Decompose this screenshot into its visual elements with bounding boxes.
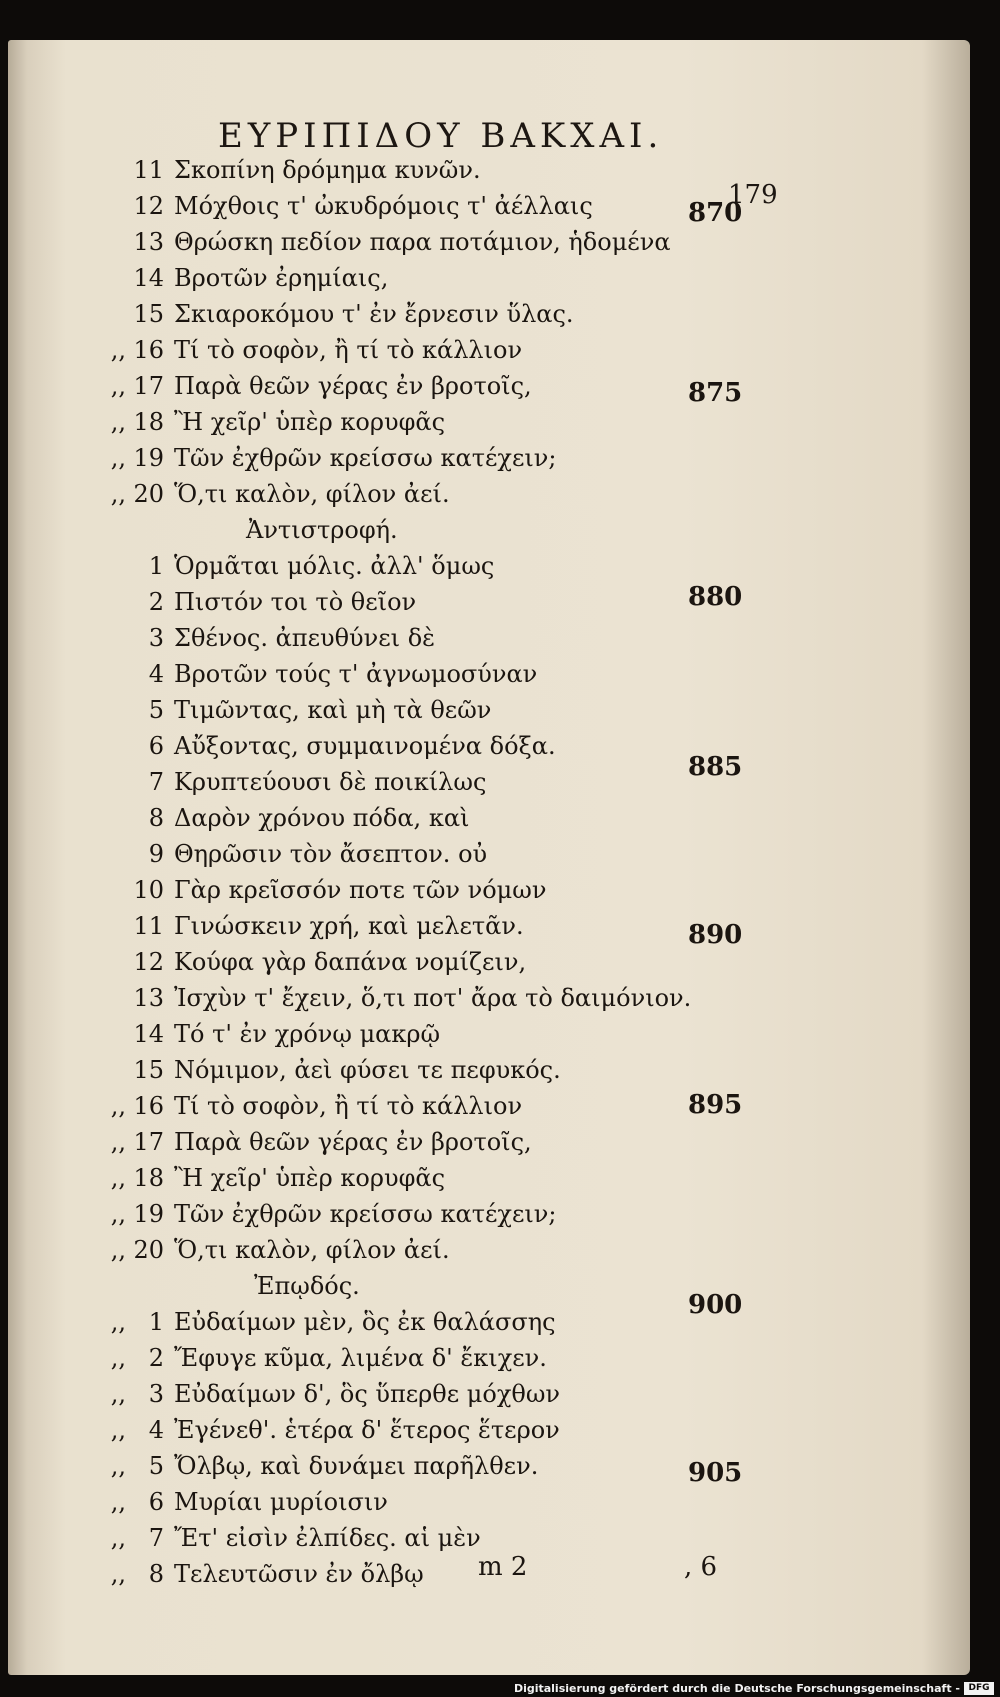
verse-line: 12 Κούφα γὰρ δαπάνα νομίζειν,	[133, 948, 527, 976]
margin-line-number: 870	[688, 198, 743, 228]
verse-line: ,, 5 Ὄλβῳ, καὶ δυνάμει παρῆλθεν.	[110, 1452, 539, 1480]
verse-line: ,, 7 Ἔτ' εἰσὶν ἐλπίδες. αἱ μὲν	[110, 1524, 481, 1552]
verse-line: 1 Ὁρμᾶται μόλις. ἀλλ' ὅμως	[148, 552, 495, 580]
verse-line: ,, 17 Παρὰ θεῶν γέρας ἐν βροτοῖς,	[110, 1128, 532, 1156]
verse-line: ,, 19 Τῶν ἐχθρῶν κρείσσω κατέχειν;	[110, 1200, 557, 1228]
verse-line: ,, 18 Ἢ χεῖρ' ὑπὲρ κορυφᾶς	[110, 408, 446, 436]
verse-line: ,, 19 Τῶν ἐχθρῶν κρείσσω κατέχειν;	[110, 444, 557, 472]
verse-line: 14 Βροτῶν ἐρημίαις,	[133, 264, 389, 292]
verse-line: 6 Αὔξοντας, συμμαινομένα δόξα.	[148, 732, 556, 760]
verse-line: ,, 2 Ἔφυγε κῦμα, λιμένα δ' ἔκιχεν.	[110, 1344, 547, 1372]
verse-line: 10 Γὰρ κρεῖσσόν ποτε τῶν νόμων	[133, 876, 547, 904]
verse-line: ,, 17 Παρὰ θεῶν γέρας ἐν βροτοῖς,	[110, 372, 532, 400]
verse-line: 13 Ἰσχὺν τ' ἔχειν, ὅ,τι ποτ' ἄρα τὸ δαιμόνιον.	[133, 984, 692, 1012]
verse-line: 8 Δαρὸν χρόνου πόδα, καὶ	[148, 804, 470, 832]
signature-mark: m 2	[478, 1552, 528, 1582]
verse-line: ,, 4 Ἐγένεθ'. ἑτέρα δ' ἕτερος ἕτερον	[110, 1416, 560, 1444]
page-number: 179	[728, 180, 778, 210]
margin-line-number: 885	[688, 752, 743, 782]
verse-line: ,, 6 Μυρίαι μυρίοισιν	[110, 1488, 388, 1516]
verse-line: 14 Τό τ' ἐν χρόνῳ μακρῷ	[133, 1020, 441, 1048]
verse-line: ,, 20 Ὅ,τι καλὸν, φίλον ἀεί.	[110, 1236, 450, 1264]
verse-line: 9 Θηρῶσιν τὸν ἄσεπτον. οὐ	[148, 840, 488, 868]
digitization-credit: Digitalisierung gefördert durch die Deutsche Forschungsgemeinschaft -	[513, 1682, 960, 1695]
book-page	[8, 40, 970, 1675]
margin-line-number: 875	[688, 378, 743, 408]
margin-line-number: 880	[688, 582, 743, 612]
verse-line: 4 Βροτῶν τούς τ' ἀγνωμοσύναν	[148, 660, 538, 688]
margin-line-number: 905	[688, 1458, 743, 1488]
verse-line: ,, 8 Τελευτῶσιν ἐν ὄλβῳ	[110, 1560, 424, 1588]
verse-line: 11 Σκοπίνη δρόμημα κυνῶν.	[133, 156, 481, 184]
verse-line: 3 Σθένος. ἀπευθύνει δὲ	[148, 624, 436, 652]
verse-line: ,, 1 Εὐδαίμων μὲν, ὃς ἐκ θαλάσσης	[110, 1308, 556, 1336]
verse-line: ,, 16 Τί τὸ σοφὸν, ἢ τί τὸ κάλλιον	[110, 1092, 523, 1120]
section-heading-antistrophe: Ἀντιστροφή.	[246, 516, 398, 544]
verse-line: ,, 18 Ἢ χεῖρ' ὑπὲρ κορυφᾶς	[110, 1164, 446, 1192]
verse-line: ,, 16 Τί τὸ σοφὸν, ἢ τί τὸ κάλλιον	[110, 336, 523, 364]
margin-line-number: 890	[688, 920, 743, 950]
running-header: ΕΥΡΙΠΙΔΟΥ ΒΑΚΧΑΙ.	[218, 116, 664, 156]
verse-line: ,, 20 Ὅ,τι καλὸν, φίλον ἀεί.	[110, 480, 450, 508]
verse-line: 7 Κρυπτεύουσι δὲ ποικίλως	[148, 768, 487, 796]
section-heading-epode: Ἐπῳδός.	[254, 1272, 360, 1300]
verse-line: 13 Θρώσκη πεδίον παρα ποτάμιον, ἡδομένα	[133, 228, 671, 256]
margin-line-number: 900	[688, 1290, 743, 1320]
verse-line: 5 Τιμῶντας, καὶ μὴ τὰ θεῶν	[148, 696, 492, 724]
verse-line: 2 Πιστόν τοι τὸ θεῖον	[148, 588, 417, 616]
dfg-logo: DFG	[964, 1682, 994, 1695]
verse-line: 12 Μόχθοις τ' ὠκυδρόμοις τ' ἀέλλαις	[133, 192, 593, 220]
verse-line: 15 Σκιαροκόμου τ' ἐν ἔρνεσιν ὕλας.	[133, 300, 574, 328]
catchword: , 6	[684, 1552, 718, 1582]
verse-line: ,, 3 Εὐδαίμων δ', ὃς ὕπερθε μόχθων	[110, 1380, 561, 1408]
margin-line-number: 895	[688, 1090, 743, 1120]
verse-line: 15 Νόμιμον, ἀεὶ φύσει τε πεφυκός.	[133, 1056, 561, 1084]
verse-line: 11 Γινώσκειν χρή, καὶ μελετᾶν.	[133, 912, 524, 940]
